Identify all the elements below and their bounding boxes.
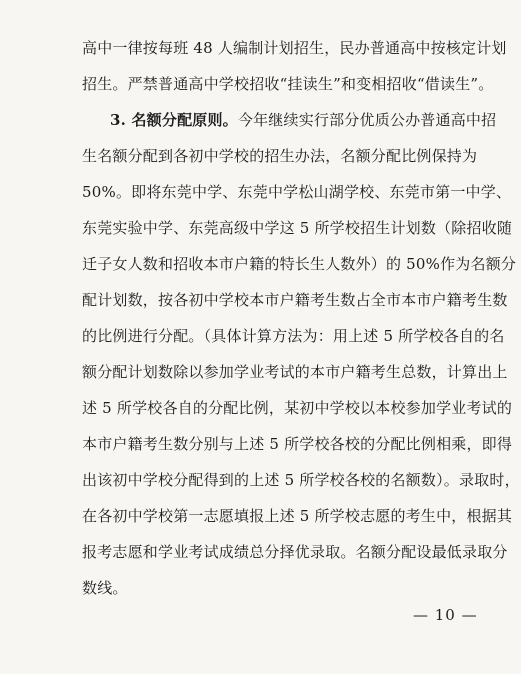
text-line: 出该初中学校分配得到的上述 5 所学校各校的名额数）。录取时， <box>82 471 520 489</box>
text-line: 配计划数，按各初中学校本市户籍考生数占全市本市户籍考生数 <box>82 291 508 309</box>
text-run: 今年继续实行部分优质公办普通高中招 <box>237 111 497 129</box>
text-line: 生名额分配到各初中学校的招生办法，名额分配比例保持为 <box>82 147 478 165</box>
text-line: 数线。 <box>82 579 128 597</box>
text-line: 的比例进行分配。（具体计算方法为：用上述 5 所学校各自的名 <box>82 327 505 345</box>
text-line: 高中一律按每班 48 人编制计划招生，民办普通高中按核定计划 <box>82 39 507 57</box>
text-line: 迁子女人数和招收本市户籍的特长生人数外）的 50%作为名额分 <box>82 255 517 273</box>
text-line: 额分配计划数除以参加学业考试的本市户籍考生总数，计算出上 <box>82 363 508 381</box>
text-line: 招生。严禁普通高中学校招收“挂读生”和变相招收“借读生”。 <box>82 75 494 93</box>
paragraph-3-first-line <box>110 110 497 130</box>
text-line: 50%。即将东莞中学、东莞中学松山湖学校、东莞市第一中学、 <box>82 183 512 201</box>
text-line: 在各初中学校第一志愿填报上述 5 所学校志愿的考生中，根据其 <box>82 507 513 525</box>
text-line: 报考志愿和学业考试成绩总分择优录取。名额分配设最低录取分 <box>82 543 508 561</box>
text-line: 述 5 所学校各自的分配比例，某初中学校以本校参加学业考试的 <box>82 399 513 417</box>
heading-3: 3. 名额分配原则。 <box>110 111 238 129</box>
text-line: 东莞实验中学、东莞高级中学这 5 所学校招生计划数（除招收随 <box>82 219 513 237</box>
page-number: — 10 — <box>413 606 478 624</box>
text-line: 本市户籍考生数分别与上述 5 所学校各校的分配比例相乘，即得 <box>82 435 513 453</box>
